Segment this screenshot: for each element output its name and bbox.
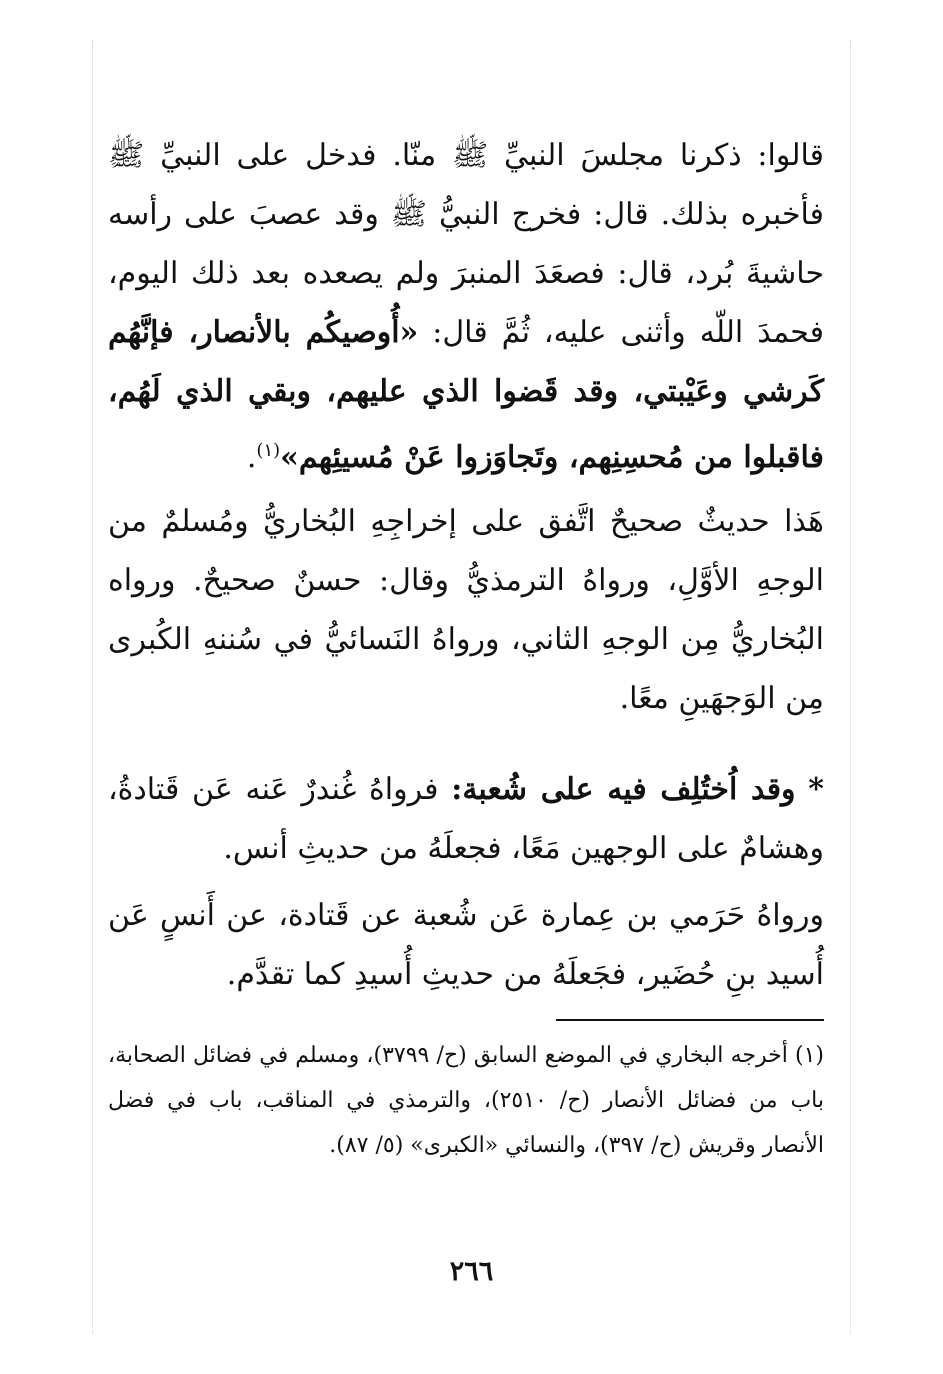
footnote xyxy=(108,1033,824,1168)
left-margin-guide xyxy=(92,40,93,1334)
authentication-text: هَذا حديثٌ صحيحٌ اتَّفق على إخراجِهِ البُخاريُّ ومُسلمٌ من الوجهِ الأوَّلِ، ورواهُ الترمذيُّ وقال: حسنٌ صحيحٌ. ورواه البُخاريُّ مِن الوجهِ الثاني، ورواهُ النَسائيُّ في سُننهِ الكُبرى مِن الوَجهَينِ معًا. xyxy=(108,504,824,716)
page-number: ٢٦٦ xyxy=(449,1256,494,1287)
paragraph-shuba-variation xyxy=(108,760,824,878)
paragraph-harami-narration xyxy=(108,886,824,1004)
narrative-text: قالوا: ذكرنا مجلسَ النبيِّ ﷺ منّا. فدخل على النبيِّ ﷺ فأخبره بذلك. قال: فخرج النبيُّ ﷺ وقد عصبَ على رأسه حاشيةَ بُرد، قال: فصعَدَ المنبرَ ولم يصعده بعد ذلك اليوم، فحمدَ اللّه وأثنى عليه، ثُمَّ قال: xyxy=(108,138,824,350)
footnote-marker: (١) xyxy=(256,440,281,461)
shuba-variation-text xyxy=(108,760,824,878)
hadith-narration-text xyxy=(108,126,824,487)
right-margin-guide xyxy=(850,40,851,1334)
prophet-quote: «أُوصيكُم بالأنصار، فإنَّهُم كَرشي وعَيْبتي، وقد قَضوا الذي عليهم، وبقي الذي لَهُم، فاقبلوا من مُحسِنِهم، وتَجاوَزوا عَنْ مُسيئِهم» xyxy=(108,315,824,475)
harami-narration-text: ورواهُ حَرَمي بن عِمارة عَن شُعبة عن قَتادة، عن أَنسٍ عَن أُسيد بنِ حُضَير، فجَعلَهُ من حديثِ أُسيدِ كما تقدَّم. xyxy=(108,898,824,992)
footnote-text: (١) أخرجه البخاري في الموضع السابق (ح/ ٣٧٩٩)، ومسلم في فضائل الصحابة، باب من فضائل الأنصار (ح/ ٢٥١٠)، والترمذي في المناقب، باب في فضل الأنصار وقريش (ح/ ٣٩٧)، والنسائي «الكبرى» (٥/ ٨٧). xyxy=(108,1043,825,1158)
footnote-separator xyxy=(556,1019,824,1021)
paragraph-hadith-narration xyxy=(108,126,824,487)
paragraph-authentication xyxy=(108,492,824,728)
sentence-end: . xyxy=(246,440,257,475)
section-rest: فرواهُ غُندرٌ عَنه عَن قَتادةُ، وهشامٌ على الوجهين مَعًا، فجعلَهُ من حديثِ أنس. xyxy=(108,772,824,866)
section-lead: وقد اُختُلِف فيه على شُعبة: xyxy=(451,772,796,807)
star-bullet: * xyxy=(808,772,824,807)
